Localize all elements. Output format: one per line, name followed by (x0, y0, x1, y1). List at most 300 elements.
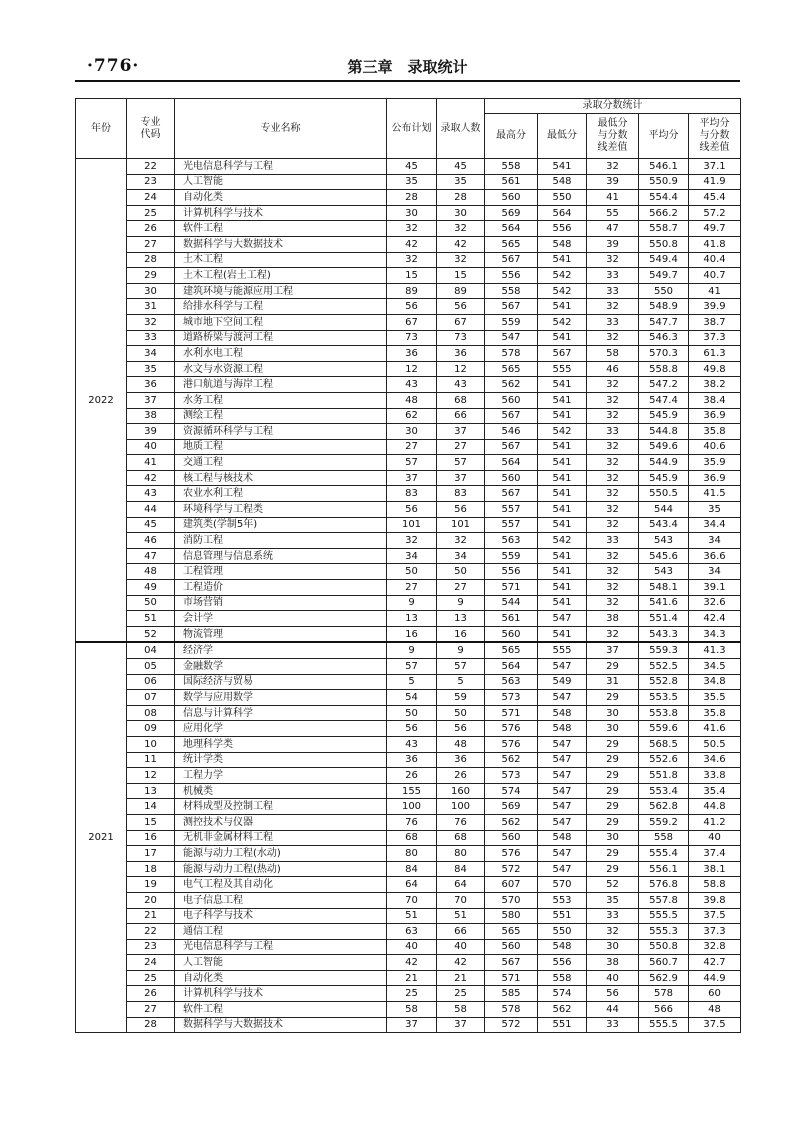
code-cell: 47 (127, 548, 175, 564)
min-diff-cell: 32 (587, 408, 639, 424)
max-cell: 559 (485, 314, 538, 330)
plan-cell: 42 (387, 955, 437, 971)
code-cell: 15 (127, 814, 175, 830)
code-cell: 29 (127, 268, 175, 284)
table-row (76, 690, 741, 706)
admitted-cell: 89 (437, 283, 485, 299)
name-cell: 核工程与核技术 (175, 470, 387, 486)
name-cell: 数据科学与大数据技术 (175, 236, 387, 252)
code-cell: 28 (127, 1017, 175, 1033)
name-cell: 工程管理 (175, 564, 387, 580)
min-diff-cell: 33 (587, 268, 639, 284)
name-cell: 交通工程 (175, 455, 387, 471)
max-cell: 558 (485, 159, 538, 175)
name-cell: 材料成型及控制工程 (175, 799, 387, 815)
min-cell: 541 (538, 455, 587, 471)
code-cell: 07 (127, 690, 175, 706)
min-diff-cell: 30 (587, 939, 639, 955)
avg-cell: 549.4 (639, 252, 689, 268)
table-row (76, 439, 741, 455)
code-cell: 16 (127, 830, 175, 846)
table-row (76, 1002, 741, 1018)
admitted-cell: 84 (437, 861, 485, 877)
min-cell: 548 (538, 174, 587, 190)
table-row (76, 595, 741, 611)
table-row (76, 939, 741, 955)
name-cell: 计算机科学与技术 (175, 986, 387, 1002)
avg-diff-cell: 49.8 (689, 361, 741, 377)
min-diff-cell: 29 (587, 814, 639, 830)
code-cell: 24 (127, 955, 175, 971)
name-cell: 无机非金属材料工程 (175, 830, 387, 846)
code-cell: 26 (127, 986, 175, 1002)
max-cell: 572 (485, 1017, 538, 1033)
table-row (76, 205, 741, 221)
min-diff-cell: 32 (587, 580, 639, 596)
code-cell: 28 (127, 252, 175, 268)
table-row (76, 174, 741, 190)
table-row (76, 877, 741, 893)
code-cell: 33 (127, 330, 175, 346)
min-cell: 542 (538, 424, 587, 440)
name-cell: 建筑类(学制5年) (175, 517, 387, 533)
min-diff-cell: 32 (587, 392, 639, 408)
min-cell: 541 (538, 392, 587, 408)
table-row (76, 705, 741, 721)
code-cell: 37 (127, 392, 175, 408)
plan-cell: 83 (387, 486, 437, 502)
admitted-cell: 43 (437, 377, 485, 393)
admitted-cell: 32 (437, 252, 485, 268)
max-cell: 557 (485, 502, 538, 518)
min-cell: 550 (538, 190, 587, 206)
min-cell: 541 (538, 299, 587, 315)
min-diff-cell: 32 (587, 439, 639, 455)
min-diff-cell: 32 (587, 299, 639, 315)
min-diff-cell: 29 (587, 752, 639, 768)
name-cell: 人工智能 (175, 955, 387, 971)
plan-cell: 25 (387, 986, 437, 1002)
table-row (76, 642, 741, 658)
name-cell: 会计学 (175, 611, 387, 627)
name-cell: 建筑环境与能源应用工程 (175, 283, 387, 299)
plan-cell: 62 (387, 408, 437, 424)
plan-cell: 32 (387, 252, 437, 268)
avg-cell: 553.5 (639, 690, 689, 706)
name-cell: 消防工程 (175, 533, 387, 549)
avg-diff-cell: 34.4 (689, 517, 741, 533)
name-cell: 软件工程 (175, 221, 387, 237)
table-row (76, 924, 741, 940)
code-cell: 21 (127, 908, 175, 924)
max-cell: 574 (485, 783, 538, 799)
code-cell: 36 (127, 377, 175, 393)
table-row (76, 580, 741, 596)
admitted-cell: 70 (437, 892, 485, 908)
plan-cell: 70 (387, 892, 437, 908)
col-header-min-diff: 最低分 与分数 线差值 (587, 114, 639, 159)
min-diff-cell: 52 (587, 877, 639, 893)
avg-diff-cell: 44.9 (689, 970, 741, 986)
max-cell: 567 (485, 955, 538, 971)
name-cell: 港口航道与海岸工程 (175, 377, 387, 393)
admitted-cell: 66 (437, 924, 485, 940)
min-cell: 547 (538, 611, 587, 627)
table-row (76, 955, 741, 971)
name-cell: 能源与动力工程(水动) (175, 846, 387, 862)
name-cell: 地质工程 (175, 439, 387, 455)
min-diff-cell: 32 (587, 924, 639, 940)
min-diff-cell: 29 (587, 783, 639, 799)
plan-cell: 35 (387, 174, 437, 190)
avg-cell: 559.2 (639, 814, 689, 830)
min-diff-cell: 33 (587, 283, 639, 299)
min-diff-cell: 29 (587, 799, 639, 815)
avg-cell: 566.2 (639, 205, 689, 221)
avg-cell: 543.3 (639, 626, 689, 642)
avg-diff-cell: 48 (689, 1002, 741, 1018)
min-diff-cell: 58 (587, 346, 639, 362)
name-cell: 计算机科学与技术 (175, 205, 387, 221)
avg-diff-cell: 38.1 (689, 861, 741, 877)
table-row (76, 908, 741, 924)
admitted-cell: 160 (437, 783, 485, 799)
min-cell: 541 (538, 502, 587, 518)
min-cell: 567 (538, 346, 587, 362)
plan-cell: 9 (387, 595, 437, 611)
code-cell: 27 (127, 1002, 175, 1018)
admitted-cell: 9 (437, 642, 485, 658)
min-cell: 548 (538, 830, 587, 846)
max-cell: 562 (485, 752, 538, 768)
page-number: ·776· (87, 56, 140, 76)
admitted-cell: 36 (437, 346, 485, 362)
avg-cell: 548.1 (639, 580, 689, 596)
table-row (76, 283, 741, 299)
max-cell: 561 (485, 174, 538, 190)
avg-cell: 541.6 (639, 595, 689, 611)
plan-cell: 76 (387, 814, 437, 830)
admitted-cell: 35 (437, 174, 485, 190)
name-cell: 通信工程 (175, 924, 387, 940)
plan-cell: 58 (387, 1002, 437, 1018)
avg-diff-cell: 32.8 (689, 939, 741, 955)
name-cell: 市场营销 (175, 595, 387, 611)
plan-cell: 54 (387, 690, 437, 706)
plan-cell: 73 (387, 330, 437, 346)
admitted-cell: 50 (437, 564, 485, 580)
avg-cell: 546.3 (639, 330, 689, 346)
table-row (76, 424, 741, 440)
admitted-cell: 37 (437, 470, 485, 486)
table-row (76, 659, 741, 675)
avg-diff-cell: 35 (689, 502, 741, 518)
table-row (76, 892, 741, 908)
code-cell: 30 (127, 283, 175, 299)
admitted-cell: 56 (437, 299, 485, 315)
name-cell: 土木工程(岩土工程) (175, 268, 387, 284)
avg-cell: 553.4 (639, 783, 689, 799)
code-cell: 09 (127, 721, 175, 737)
name-cell: 信息与计算科学 (175, 705, 387, 721)
avg-cell: 555.3 (639, 924, 689, 940)
code-cell: 19 (127, 877, 175, 893)
min-diff-cell: 33 (587, 1017, 639, 1033)
min-diff-cell: 29 (587, 846, 639, 862)
avg-diff-cell: 40 (689, 830, 741, 846)
header-rule (75, 80, 740, 82)
admitted-cell: 12 (437, 361, 485, 377)
year-cell: 2021 (76, 642, 127, 1032)
code-cell: 40 (127, 439, 175, 455)
min-diff-cell: 32 (587, 548, 639, 564)
avg-cell: 548.9 (639, 299, 689, 315)
plan-cell: 155 (387, 783, 437, 799)
avg-cell: 550.5 (639, 486, 689, 502)
plan-cell: 51 (387, 908, 437, 924)
avg-diff-cell: 34.8 (689, 674, 741, 690)
min-diff-cell: 38 (587, 611, 639, 627)
plan-cell: 50 (387, 705, 437, 721)
avg-diff-cell: 37.5 (689, 1017, 741, 1033)
name-cell: 道路桥梁与渡河工程 (175, 330, 387, 346)
min-cell: 548 (538, 721, 587, 737)
name-cell: 应用化学 (175, 721, 387, 737)
name-cell: 工程力学 (175, 768, 387, 784)
table-row (76, 346, 741, 362)
table-row (76, 486, 741, 502)
code-cell: 11 (127, 752, 175, 768)
code-cell: 08 (127, 705, 175, 721)
code-cell: 27 (127, 236, 175, 252)
admitted-cell: 34 (437, 548, 485, 564)
max-cell: 559 (485, 548, 538, 564)
avg-diff-cell: 36.9 (689, 408, 741, 424)
avg-cell: 570.3 (639, 346, 689, 362)
plan-cell: 34 (387, 548, 437, 564)
min-diff-cell: 32 (587, 330, 639, 346)
max-cell: 558 (485, 283, 538, 299)
col-header-avg: 平均分 (639, 114, 689, 159)
avg-diff-cell: 34.6 (689, 752, 741, 768)
max-cell: 576 (485, 846, 538, 862)
avg-diff-cell: 39.1 (689, 580, 741, 596)
min-cell: 551 (538, 1017, 587, 1033)
col-header-name: 专业名称 (175, 99, 387, 159)
name-cell: 电子信息工程 (175, 892, 387, 908)
admitted-cell: 59 (437, 690, 485, 706)
min-diff-cell: 29 (587, 690, 639, 706)
name-cell: 城市地下空间工程 (175, 314, 387, 330)
avg-cell: 576.8 (639, 877, 689, 893)
name-cell: 水务工程 (175, 392, 387, 408)
min-cell: 570 (538, 877, 587, 893)
avg-diff-cell: 41.8 (689, 236, 741, 252)
avg-diff-cell: 58.8 (689, 877, 741, 893)
avg-cell: 557.8 (639, 892, 689, 908)
admitted-cell: 27 (437, 439, 485, 455)
admitted-cell: 32 (437, 533, 485, 549)
admitted-cell: 32 (437, 221, 485, 237)
min-cell: 541 (538, 439, 587, 455)
admitted-cell: 64 (437, 877, 485, 893)
avg-cell: 566 (639, 1002, 689, 1018)
max-cell: 563 (485, 674, 538, 690)
max-cell: 561 (485, 611, 538, 627)
max-cell: 556 (485, 268, 538, 284)
name-cell: 自动化类 (175, 970, 387, 986)
table-row (76, 674, 741, 690)
avg-diff-cell: 39.8 (689, 892, 741, 908)
min-cell: 547 (538, 736, 587, 752)
min-cell: 541 (538, 486, 587, 502)
avg-diff-cell: 34 (689, 533, 741, 549)
table-row (76, 830, 741, 846)
avg-cell: 559.6 (639, 721, 689, 737)
max-cell: 560 (485, 190, 538, 206)
table-row (76, 159, 741, 175)
avg-cell: 558.7 (639, 221, 689, 237)
name-cell: 电子科学与技术 (175, 908, 387, 924)
min-diff-cell: 56 (587, 986, 639, 1002)
min-cell: 547 (538, 659, 587, 675)
avg-diff-cell: 34 (689, 564, 741, 580)
avg-diff-cell: 61.3 (689, 346, 741, 362)
min-diff-cell: 41 (587, 190, 639, 206)
max-cell: 567 (485, 439, 538, 455)
table-row (76, 517, 741, 533)
min-diff-cell: 29 (587, 768, 639, 784)
admitted-cell: 56 (437, 502, 485, 518)
code-cell: 23 (127, 939, 175, 955)
admitted-cell: 76 (437, 814, 485, 830)
plan-cell: 5 (387, 674, 437, 690)
plan-cell: 30 (387, 205, 437, 221)
admitted-cell: 16 (437, 626, 485, 642)
name-cell: 土木工程 (175, 252, 387, 268)
name-cell: 地理科学类 (175, 736, 387, 752)
table-row (76, 752, 741, 768)
code-cell: 10 (127, 736, 175, 752)
plan-cell: 63 (387, 924, 437, 940)
code-cell: 42 (127, 470, 175, 486)
plan-cell: 28 (387, 190, 437, 206)
code-cell: 31 (127, 299, 175, 315)
min-diff-cell: 44 (587, 1002, 639, 1018)
code-cell: 23 (127, 174, 175, 190)
max-cell: 556 (485, 564, 538, 580)
code-cell: 43 (127, 486, 175, 502)
admitted-cell: 73 (437, 330, 485, 346)
min-diff-cell: 31 (587, 674, 639, 690)
plan-cell: 27 (387, 439, 437, 455)
plan-cell: 32 (387, 221, 437, 237)
name-cell: 光电信息科学与工程 (175, 939, 387, 955)
avg-diff-cell: 39.9 (689, 299, 741, 315)
plan-cell: 101 (387, 517, 437, 533)
max-cell: 607 (485, 877, 538, 893)
avg-cell: 547.2 (639, 377, 689, 393)
min-diff-cell: 37 (587, 642, 639, 658)
plan-cell: 84 (387, 861, 437, 877)
max-cell: 564 (485, 455, 538, 471)
plan-cell: 68 (387, 830, 437, 846)
plan-cell: 42 (387, 236, 437, 252)
max-cell: 562 (485, 377, 538, 393)
admitted-cell: 57 (437, 659, 485, 675)
min-cell: 548 (538, 705, 587, 721)
avg-diff-cell: 45.4 (689, 190, 741, 206)
min-cell: 547 (538, 768, 587, 784)
plan-cell: 15 (387, 268, 437, 284)
code-cell: 20 (127, 892, 175, 908)
table-row (76, 252, 741, 268)
name-cell: 能源与动力工程(热动) (175, 861, 387, 877)
avg-cell: 555.4 (639, 846, 689, 862)
code-cell: 44 (127, 502, 175, 518)
plan-cell: 36 (387, 346, 437, 362)
avg-cell: 550.8 (639, 939, 689, 955)
admitted-cell: 26 (437, 768, 485, 784)
avg-diff-cell: 37.3 (689, 330, 741, 346)
min-diff-cell: 29 (587, 659, 639, 675)
admitted-cell: 30 (437, 205, 485, 221)
min-diff-cell: 35 (587, 892, 639, 908)
admitted-cell: 13 (437, 611, 485, 627)
code-cell: 05 (127, 659, 175, 675)
col-header-min: 最低分 (538, 114, 587, 159)
table-row (76, 470, 741, 486)
max-cell: 571 (485, 705, 538, 721)
min-diff-cell: 32 (587, 564, 639, 580)
avg-diff-cell: 49.7 (689, 221, 741, 237)
admitted-cell: 80 (437, 846, 485, 862)
avg-cell: 558 (639, 830, 689, 846)
max-cell: 578 (485, 346, 538, 362)
min-cell: 547 (538, 690, 587, 706)
avg-cell: 554.4 (639, 190, 689, 206)
avg-diff-cell: 38.4 (689, 392, 741, 408)
name-cell: 国际经济与贸易 (175, 674, 387, 690)
plan-cell: 56 (387, 502, 437, 518)
min-diff-cell: 46 (587, 361, 639, 377)
min-cell: 550 (538, 924, 587, 940)
table-row (76, 502, 741, 518)
avg-cell: 553.8 (639, 705, 689, 721)
name-cell: 信息管理与信息系统 (175, 548, 387, 564)
avg-cell: 558.8 (639, 361, 689, 377)
admitted-cell: 68 (437, 392, 485, 408)
name-cell: 软件工程 (175, 1002, 387, 1018)
code-cell: 35 (127, 361, 175, 377)
min-cell: 556 (538, 221, 587, 237)
min-diff-cell: 32 (587, 252, 639, 268)
avg-cell: 552.5 (639, 659, 689, 675)
code-cell: 25 (127, 205, 175, 221)
min-diff-cell: 29 (587, 861, 639, 877)
avg-cell: 550.8 (639, 236, 689, 252)
avg-cell: 546.1 (639, 159, 689, 175)
plan-cell: 13 (387, 611, 437, 627)
min-cell: 541 (538, 626, 587, 642)
max-cell: 576 (485, 736, 538, 752)
min-diff-cell: 32 (587, 486, 639, 502)
min-cell: 548 (538, 236, 587, 252)
table-row (76, 768, 741, 784)
min-diff-cell: 32 (587, 377, 639, 393)
plan-cell: 26 (387, 768, 437, 784)
admitted-cell: 27 (437, 580, 485, 596)
